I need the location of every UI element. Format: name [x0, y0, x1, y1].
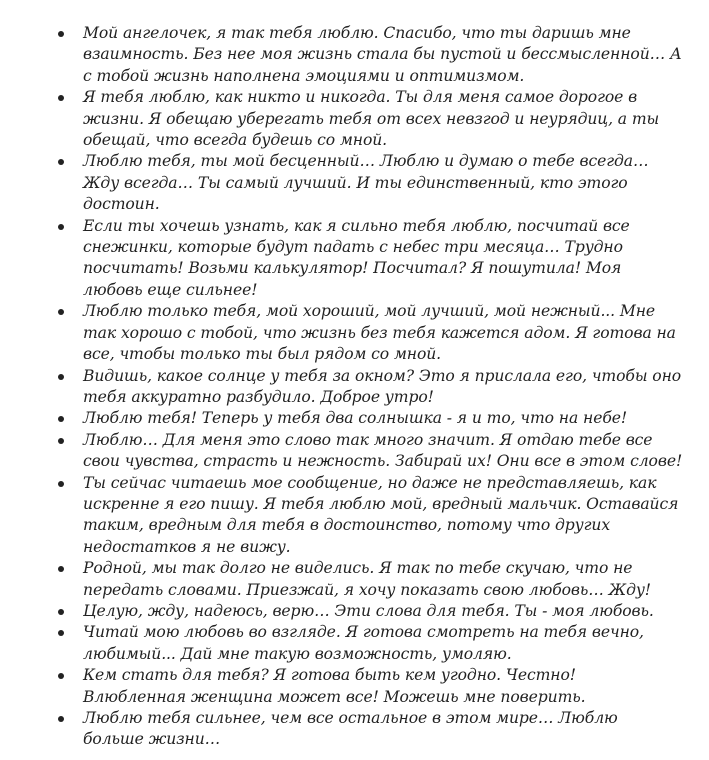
list-item: [58, 23, 683, 87]
bullet-icon: [58, 309, 64, 315]
list-item: [58, 366, 683, 409]
list-item: [58, 601, 683, 622]
list-item-text: Если ты хочешь узнать, как я сильно тебя люблю, посчитай все снежинки, которые будут падать с небес три месяца… Трудно посчитать! Возьми калькулятор! Посчитал? Я пошутила! Моя любовь еще сильнее!: [83, 216, 630, 299]
list-item-text: Видишь, какое солнце у тебя за окном? Это я прислала его, чтобы оно тебя аккуратно разбудило. Доброе утро!: [83, 366, 682, 406]
list-item-text: Родной, мы так долго не виделись. Я так по тебе скучаю, что не передать словами. Приезжай, я хочу показать свою любовь… Жду!: [83, 559, 651, 599]
bullet-icon: [58, 95, 64, 101]
bullet-icon: [58, 416, 64, 422]
list-item: [58, 151, 683, 215]
list-item-text: Целую, жду, надеюсь, верю… Эти слова для тебя. Ты - моя любовь.: [83, 601, 654, 620]
list-item-text: Ты сейчас читаешь мое сообщение, но даже не представляешь, как искренне я его пишу. Я тебя люблю мой, вредный мальчик. Оставайся таким, вредным для тебя в достоинство, потому что других недостатков я не вижу.: [83, 473, 679, 556]
list-item: [58, 87, 683, 151]
list-item: [58, 216, 683, 302]
list-item-text: Люблю тебя! Теперь у тебя два солнышка - я и то, что на небе!: [83, 409, 628, 428]
bullet-icon: [58, 566, 64, 572]
list-item-text: Люблю тебя сильнее, чем все остальное в этом мире… Люблю больше жизни…: [83, 709, 618, 749]
list-item: [58, 558, 683, 601]
bullet-icon: [58, 438, 64, 444]
bullet-icon: [58, 31, 64, 37]
bullet-icon: [58, 673, 64, 679]
list-item: [58, 622, 683, 665]
bullet-icon: [58, 374, 64, 380]
bullet-icon: [58, 224, 64, 230]
list-item-text: Читай мою любовь во взгляде. Я готова смотреть на тебя вечно, любимый... Дай мне такую возможность, умоляю.: [83, 623, 644, 663]
list-item: [58, 430, 683, 473]
list-item: [58, 408, 683, 429]
list-item: [58, 301, 683, 365]
list-item-text: Мой ангелочек, я так тебя люблю. Спасибо, что ты даришь мне взаимность. Без нее моя жизнь стала бы пустой и бессмысленной… А с тобой жизнь наполнена эмоциями и оптимизмом.: [83, 24, 682, 85]
list-item-text: Люблю только тебя, мой хороший, мой лучший, мой нежный... Мне так хорошо с тобой, что жизнь без тебя кажется адом. Я готова на все, чтобы только ты был рядом со мной.: [83, 302, 676, 364]
list-item: [58, 665, 683, 708]
message-list: [58, 23, 683, 751]
list-item: [58, 708, 683, 751]
bullet-icon: [58, 609, 64, 615]
list-item-text: Люблю… Для меня это слово так много значит. Я отдаю тебе все свои чувства, страсть и нежность. Забирай их! Они все в этом слове!: [83, 430, 683, 471]
list-item-text: Кем стать для тебя? Я готова быть кем угодно. Честно! Влюбленная женщина может все! Можешь мне поверить.: [83, 666, 586, 706]
list-item-text: Люблю тебя, ты мой бесценный… Люблю и думаю о тебе всегда… Жду всегда… Ты самый лучший. И ты единственный, кто этого достоин.: [83, 152, 649, 214]
bullet-icon: [58, 159, 64, 165]
list-item: [58, 473, 683, 559]
bullet-icon: [58, 716, 64, 722]
bullet-icon: [58, 630, 64, 636]
list-item-text: Я тебя люблю, как никто и никогда. Ты для меня самое дорогое в жизни. Я обещаю уберегать тебя от всех невзгод и неурядиц, а ты обещай, что всегда будешь со мной.: [83, 88, 660, 150]
bullet-icon: [58, 481, 64, 487]
